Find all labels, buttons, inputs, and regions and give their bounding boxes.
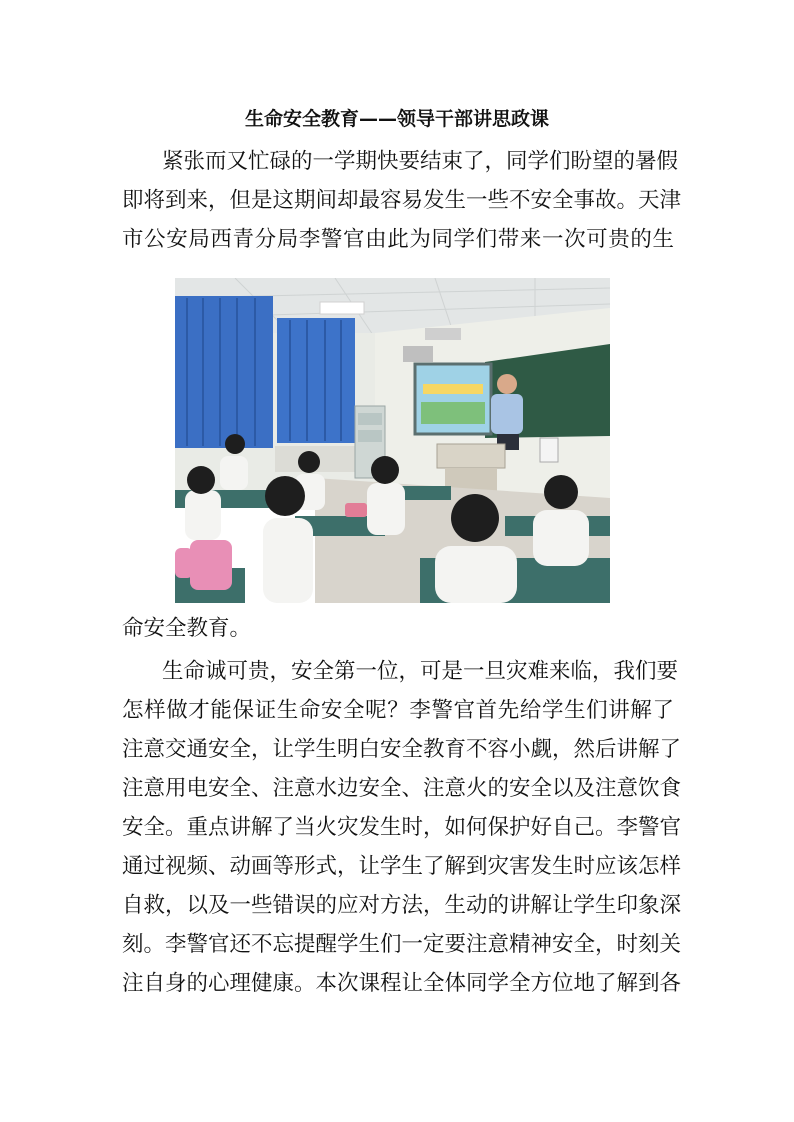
paragraph-2-line-1: 生命诚可贵，安全第一位，可是一旦灾难来临，我们要: [162, 659, 679, 684]
paragraph-2-line-4: 注意用电安全、注意水边安全、注意火的安全以及注意饮食: [122, 776, 682, 801]
paragraph-2-line-8: 刻。李警官还不忘提醒学生们一定要注意精神安全，时刻关: [122, 932, 682, 957]
paragraph-1-line-3: 市公安局西青分局李警官由此为同学们带来一次可贵的生: [122, 227, 674, 252]
classroom-photo: [175, 278, 610, 603]
paragraph-2-line-9: 注自身的心理健康。本次课程让全体同学全方位地了解到各: [122, 971, 682, 996]
paragraph-1-line-1: 紧张而又忙碌的一学期快要结束了，同学们盼望的暑假: [162, 149, 679, 174]
document-title: 生命安全教育——领导干部讲思政课: [244, 108, 549, 130]
paragraph-1-line-4: 命安全教育。: [122, 616, 252, 641]
paragraph-2-line-6: 通过视频、动画等形式，让学生了解到灾害发生时应该怎样: [122, 854, 682, 879]
paragraph-2-line-2: 怎样做才能保证生命安全呢？李警官首先给学生们讲解了: [122, 698, 674, 723]
paragraph-2-line-5: 安全。重点讲解了当火灾发生时，如何保护好自己。李警官: [122, 815, 682, 840]
paragraph-1-line-2: 即将到来，但是这期间却最容易发生一些不安全事故。天津: [122, 188, 682, 213]
paragraph-2-line-7: 自救，以及一些错误的应对方法，生动的讲解让学生印象深: [122, 893, 682, 918]
paragraph-2-line-3: 注意交通安全，让学生明白安全教育不容小觑，然后讲解了: [122, 737, 682, 762]
